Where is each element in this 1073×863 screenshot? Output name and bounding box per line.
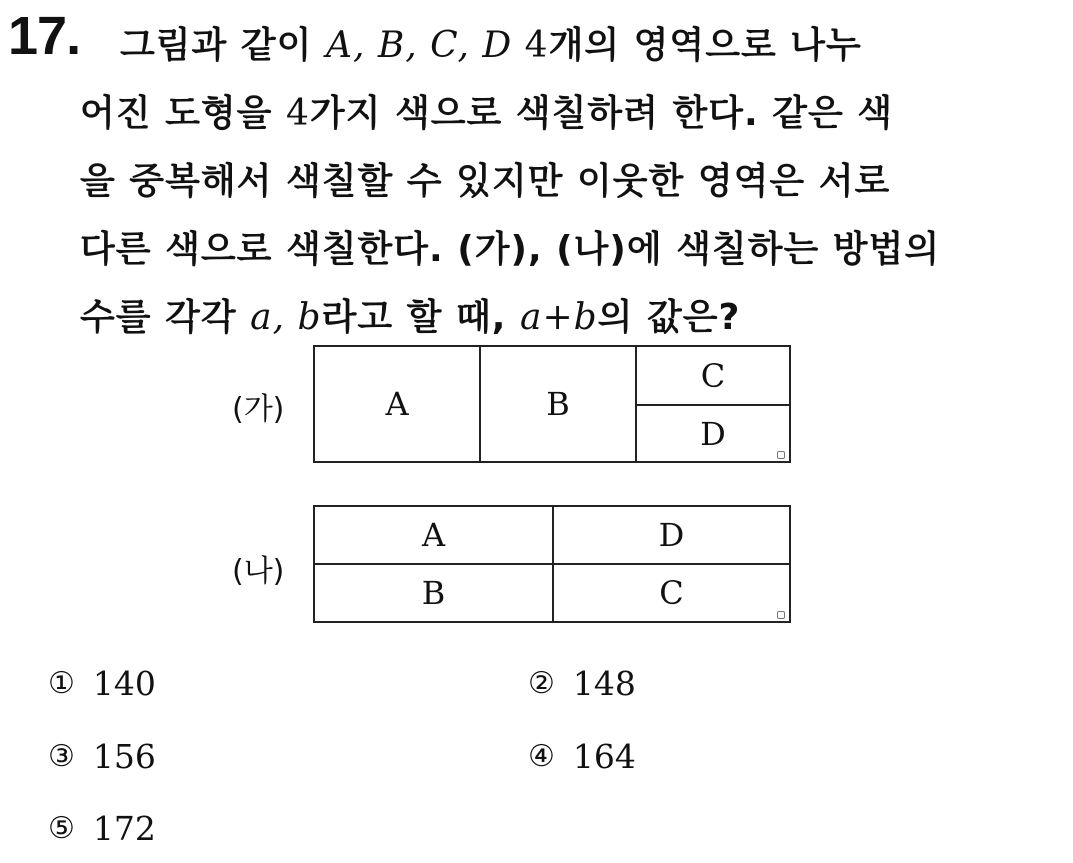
choice-1-value: 140 [92,664,156,703]
choice-3-value: 156 [92,737,156,776]
stem-line-3: 을 중복해서 색칠할 수 있지만 이웃한 영역은 서로 [80,161,891,202]
stem-line-5 [80,284,1065,352]
stem-line-2 [80,80,1065,148]
choice-1[interactable] [48,664,156,703]
question-number: 17. [8,6,81,66]
figure-na-grid [313,505,791,623]
figure-ga-region-d: D [700,414,726,453]
stem-line-1 [80,12,1065,80]
stem-text: 가지 색으로 색칠하려 한다. 같은 색 [309,93,894,134]
stem-number: 4 [512,25,549,66]
corner-mark-icon [777,611,785,619]
stem-text: 라고 할 때, [321,297,520,338]
figure-ga-region-c: C [700,356,726,395]
choice-2[interactable] [528,664,636,703]
corner-mark-icon [777,451,785,459]
stem-line-4: 다른 색으로 색칠한다. (가), (나)에 색칠하는 방법의 [80,229,941,270]
question-stem [80,12,1065,352]
stem-number: 4 [285,93,310,134]
stem-math: a [250,297,273,338]
stem-text: 개의 영역으로 나누 [548,25,862,66]
stem-math: a [519,297,543,338]
choice-4-value: 164 [572,737,636,776]
choice-2-value: 148 [572,664,636,703]
choice-2-icon: ② [528,666,555,701]
choice-4-icon: ④ [528,739,555,774]
figure-ga-label: (가) [232,392,285,427]
stem-text: 그림과 같이 [120,25,326,66]
choice-3-icon: ③ [48,739,75,774]
stem-text: 어진 도형을 [80,93,286,134]
figure-na-region-a: A [421,516,446,554]
stem-math: , [272,297,298,338]
figure-ga-region-a: A [385,385,409,423]
choice-1-icon: ① [48,666,75,701]
figure-na-region-c: C [659,574,684,612]
stem-math: A, B, C, D [325,25,513,66]
choice-5-icon: ⑤ [48,811,75,846]
stem-math: + [542,297,574,338]
figure-na-label: (나) [232,554,285,589]
stem-math: b [297,297,322,338]
stem-text: 수를 각각 [80,297,251,338]
choice-5-value: 172 [92,809,156,848]
figure-ga-grid [313,345,791,463]
stem-text: 의 값은? [597,297,741,338]
choice-4[interactable] [528,737,636,776]
figure-ga-region-b: B [546,385,570,423]
choice-5[interactable] [48,809,156,848]
stem-math: b [573,297,598,338]
choice-3[interactable] [48,737,156,776]
figure-na-region-b: B [421,574,446,612]
figure-na-region-d: D [658,516,685,554]
